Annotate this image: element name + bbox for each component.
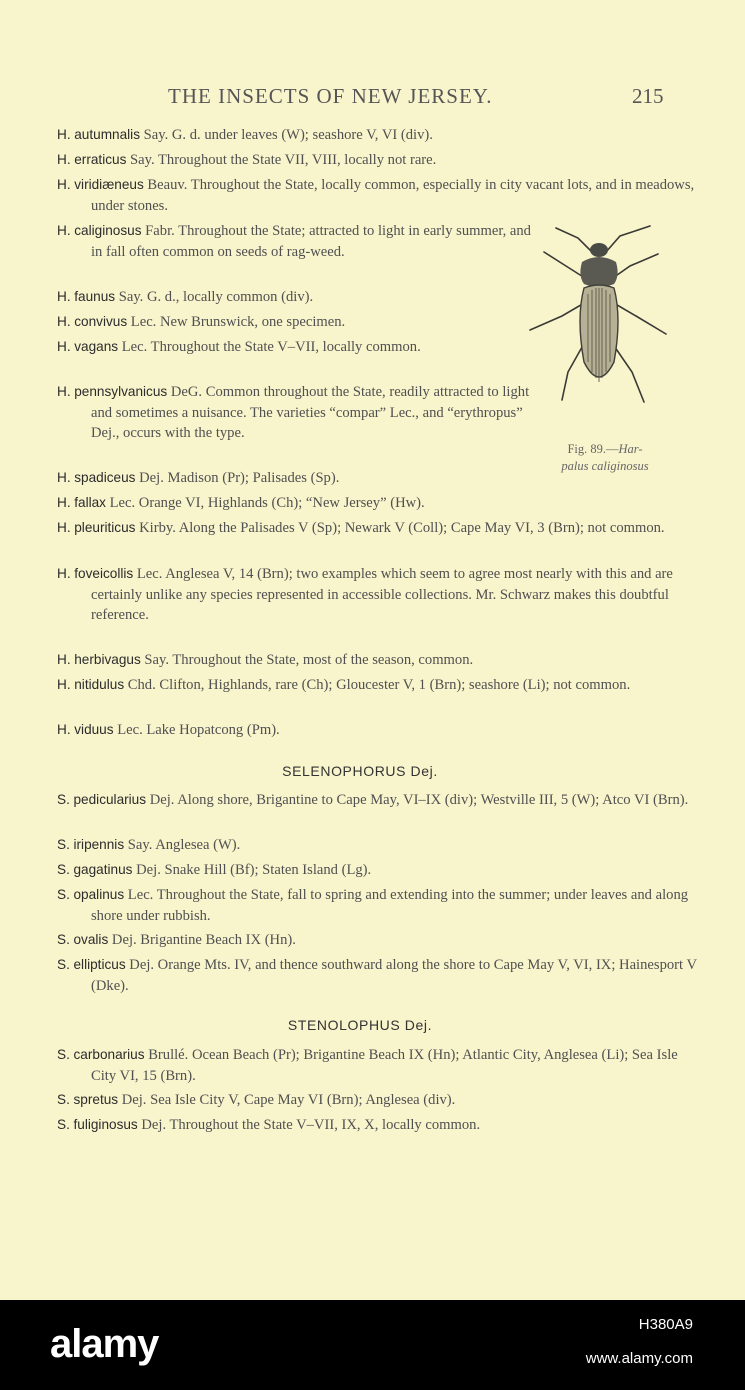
species-entry: H. herbivagus Say. Throughout the State, most of the season, common. <box>57 652 474 668</box>
species-entry: H. viridiæneus Beauv. Throughout the State, locally common, especially in city vacant lots, and in meadows, under stones. <box>57 177 695 214</box>
species-entry: H. erraticus Say. Throughout the State VII, VIII, locally not rare. <box>57 152 437 168</box>
species-entry: H. faunus Say. G. d., locally common (div). <box>57 289 314 305</box>
image-code: H380A9 <box>638 1316 693 1333</box>
species-entry: S. pedicularius Dej. Along shore, Brigantine to Cape May, VI–IX (div); Westville III, 5 (W); Atco VI (Brn). <box>57 792 689 808</box>
species-entry: H. fallax Lec. Orange VI, Highlands (Ch); “New Jersey” (Hw). <box>57 495 425 511</box>
species-entry: S. iripennis Say. Anglesea (W). <box>57 837 241 853</box>
page-number: 215 <box>632 84 664 108</box>
species-entry: H. spadiceus Dej. Madison (Pr); Palisades (Sp). <box>57 470 340 486</box>
species-entry: H. foveicollis Lec. Anglesea V, 14 (Brn); two examples which seem to agree most nearly with this and are certainly unlike any species represented in accessible collections. Mr. Schwarz makes this doubtful reference. <box>57 566 673 623</box>
species-entry: H. pleuriticus Kirby. Along the Palisades V (Sp); Newark V (Coll); Cape May VI, 3 (Brn); not common. <box>57 520 665 536</box>
species-entry: S. opalinus Lec. Throughout the State, fall to spring and extending into the summer; under leaves and along shore under rubbish. <box>57 887 689 924</box>
species-entry: H. vagans Lec. Throughout the State V–VII, locally common. <box>57 339 421 355</box>
beetle-illustration <box>522 222 672 422</box>
species-entry: S. ovalis Dej. Brigantine Beach IX (Hn). <box>57 932 296 948</box>
species-entry: H. nitidulus Chd. Clifton, Highlands, rare (Ch); Gloucester V, 1 (Brn); seashore (Li); not common. <box>57 677 631 693</box>
stock-watermark-bar <box>0 1300 745 1390</box>
species-entry: H. caliginosus Fabr. Throughout the State; attracted to light in early summer, and in fall often common on seeds of rag-weed. <box>57 223 531 260</box>
alamy-logo: alamy <box>50 1322 159 1366</box>
species-entry: S. spretus Dej. Sea Isle City V, Cape May VI (Brn); Anglesea (div). <box>57 1092 456 1108</box>
section-heading-selenophorus: SELENOPHORUS Dej. <box>282 763 438 779</box>
species-entry: H. convivus Lec. New Brunswick, one specimen. <box>57 314 346 330</box>
species-entry: H. viduus Lec. Lake Hopatcong (Pm). <box>57 722 280 738</box>
species-entry: S. ellipticus Dej. Orange Mts. IV, and thence southward along the shore to Cape May V, VI, IX; Hainesport V (Dke). <box>57 957 697 994</box>
species-entry: S. gagatinus Dej. Snake Hill (Bf); Staten Island (Lg). <box>57 862 372 878</box>
species-entry: S. carbonarius Brullé. Ocean Beach (Pr); Brigantine Beach IX (Hn); Atlantic City, Anglesea (Li); Sea Isle City VI, 15 (Brn). <box>57 1047 678 1084</box>
site-url: www.alamy.com <box>585 1350 693 1367</box>
section-heading-stenolophus: STENOLOPHUS Dej. <box>287 1017 433 1033</box>
page-header <box>0 84 745 114</box>
running-title: THE INSECTS OF NEW JERSEY. <box>168 84 493 108</box>
figure-caption: Fig. 89.—Har- palus caliginosus <box>561 442 649 473</box>
species-entry: H. autumnalis Say. G. d. under leaves (W); seashore V, VI (div). <box>57 127 433 143</box>
species-entry: S. fuliginosus Dej. Throughout the State V–VII, IX, X, locally common. <box>57 1117 481 1133</box>
species-entry: H. pennsylvanicus DeG. Common throughout the State, readily attracted to light and sometimes a nuisance. The varieties “compar” Lec., and “erythropus” Dej., occurs with the type. <box>57 384 530 441</box>
